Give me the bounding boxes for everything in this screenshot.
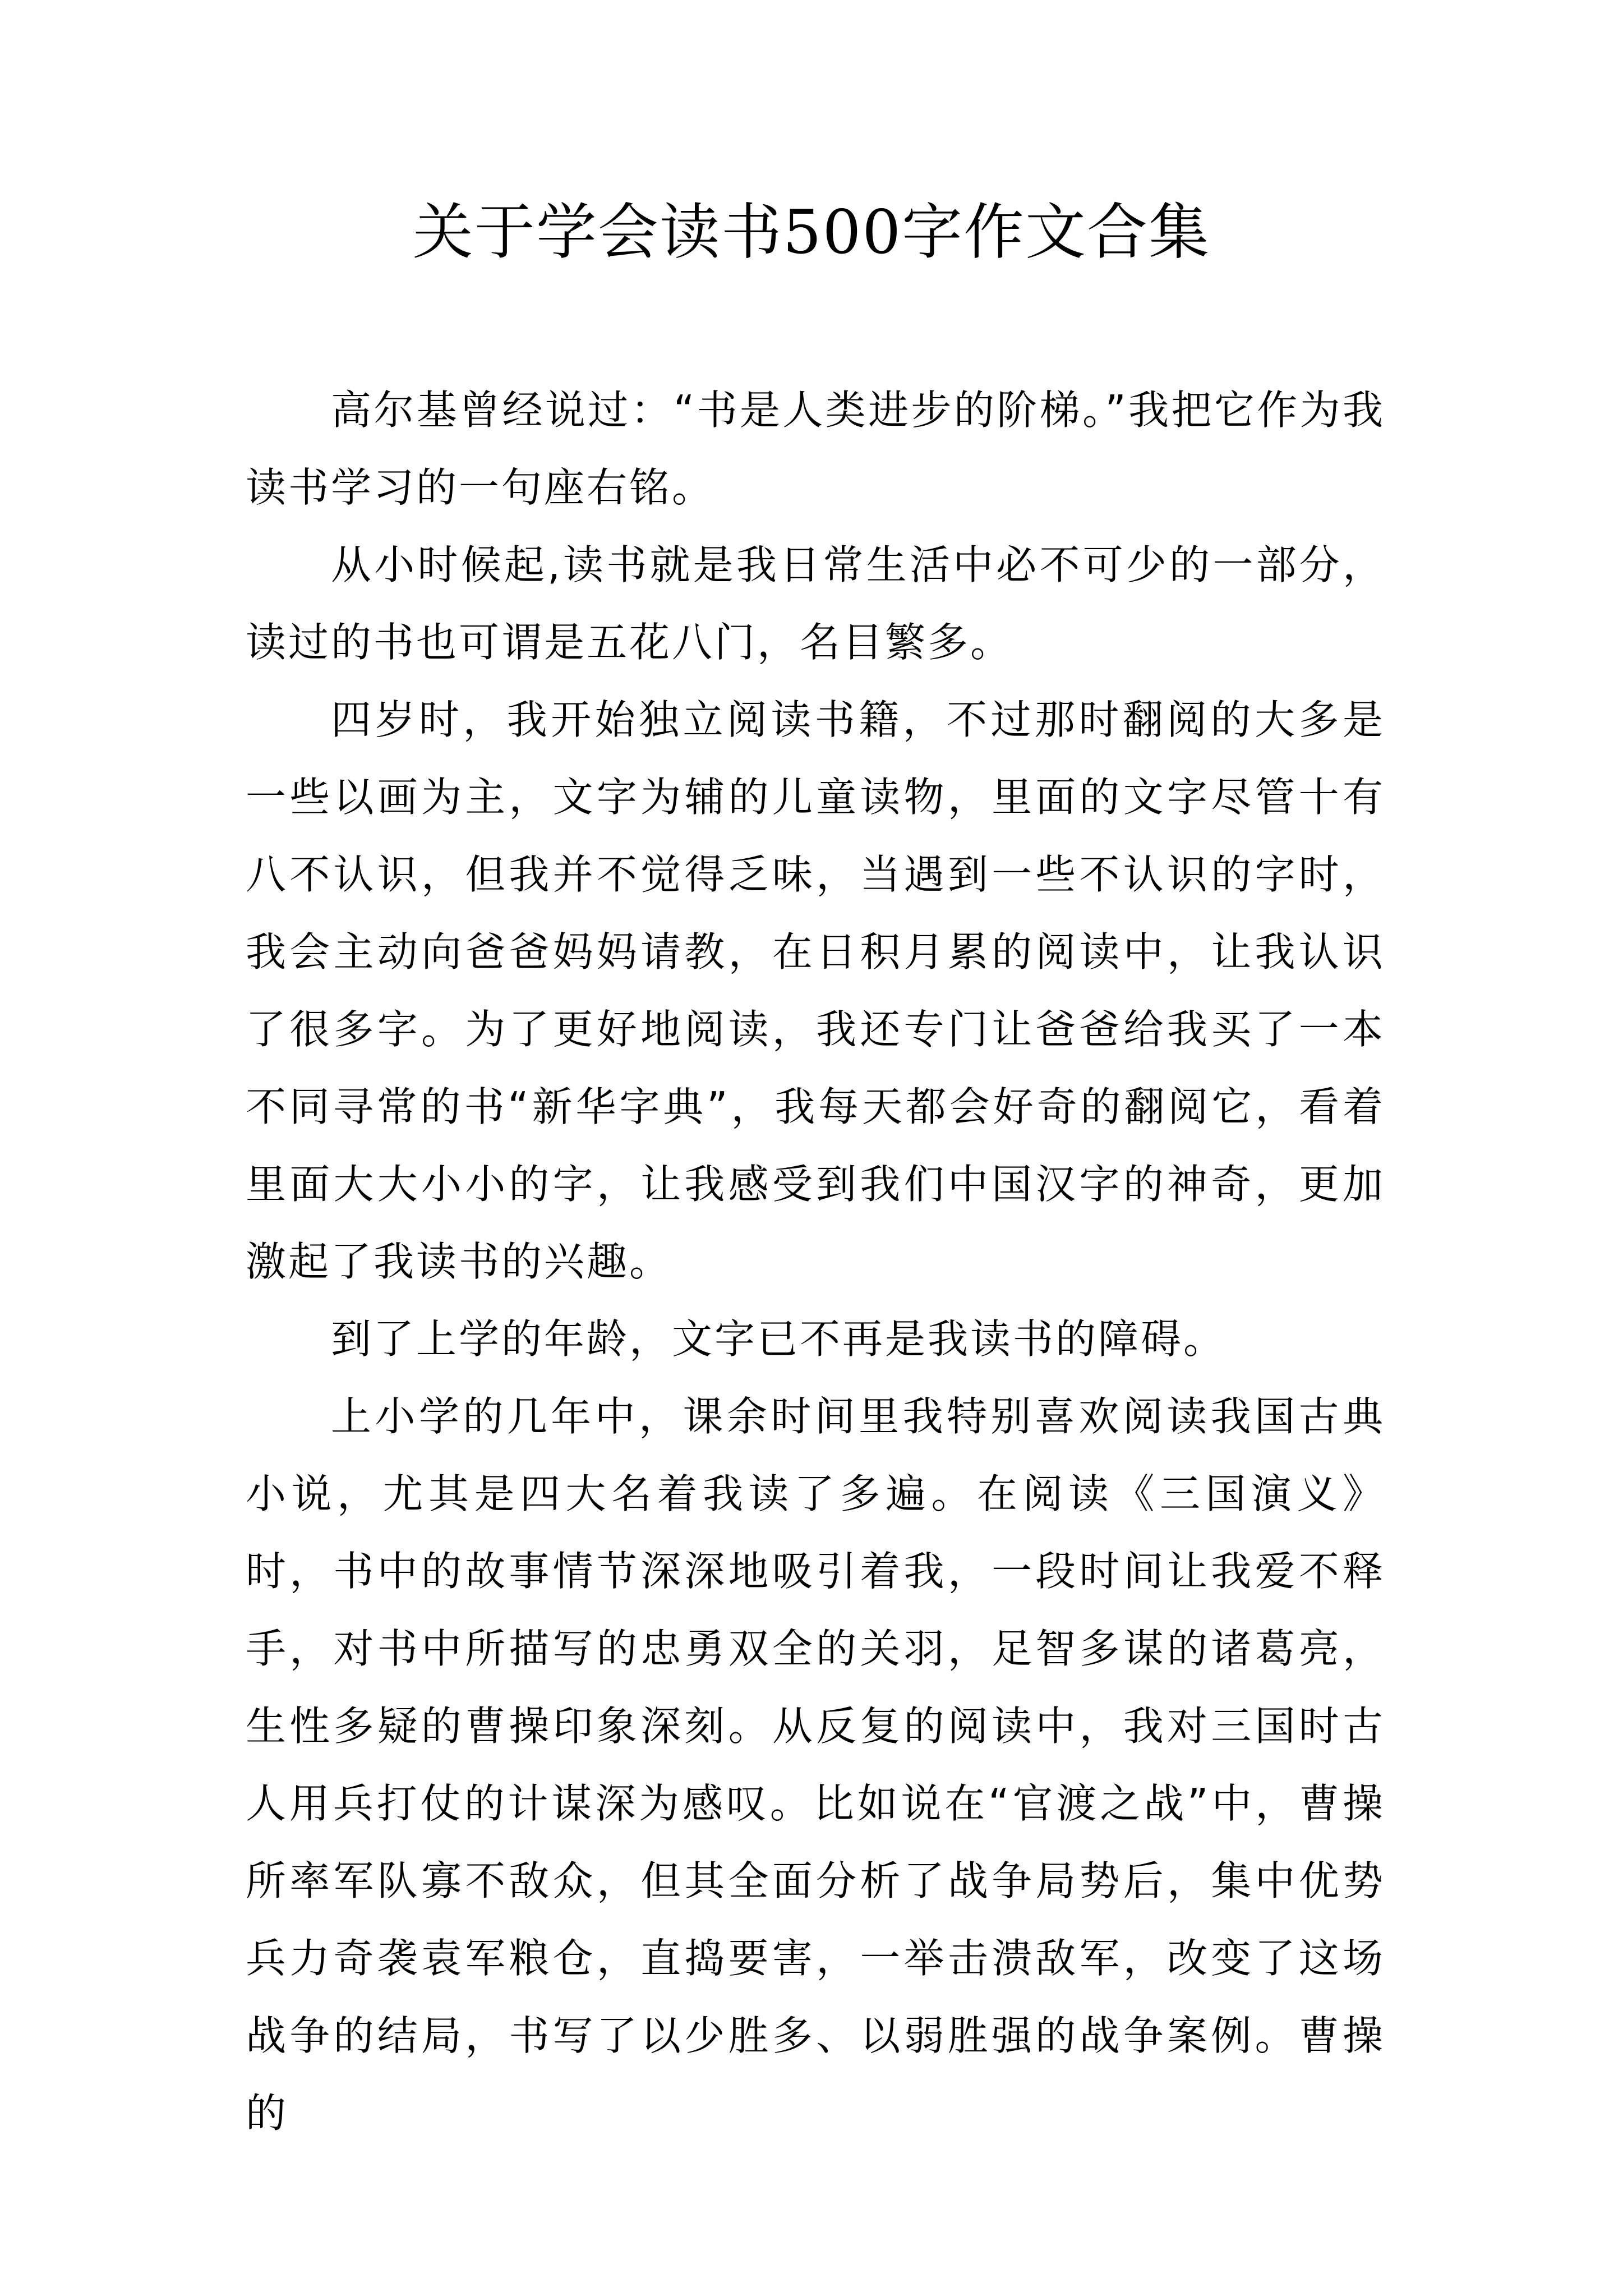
paragraph: 到了上学的年龄，文字已不再是我读书的障碍。 bbox=[331, 1315, 1227, 1363]
document-body bbox=[246, 371, 1385, 2152]
paragraph: 四岁时，我开始独立阅读书籍，不过那时翻阅的大多是一些以画为主，文字为辅的儿童读物，里面的文字尽管十有八不认识，但我并不觉得乏味，当遇到一些不认识的字时，我会主动向爸爸妈妈请教，在日积月累的阅读中，让我认识了很多字。为了更好地阅读，我还专门让爸爸给我买了一本不同寻常的书“新华字典”，我每天都会好奇的翻阅它，看着里面大大小小的字，让我感受到我们中国汉字的神奇，更加激起了我读书的兴趣。 bbox=[246, 696, 1385, 1285]
paragraph: 上小学的几年中，课余时间里我特别喜欢阅读我国古典小说，尤其是四大名着我读了多遍。在阅读《三国演义》时，书中的故事情节深深地吸引着我，一段时间让我爱不释手，对书中所描写的忠勇双全的关羽，足智多谋的诸葛亮，生性多疑的曹操印象深刻。从反复的阅读中，我对三国时古人用兵打仗的计谋深为感叹。比如说在“官渡之战”中，曹操所率军队寡不敌众，但其全面分析了战争局势后，集中优势兵力奇袭袁军粮仓，直捣要害，一举击溃敌军，改变了这场战争的结局，书写了以少胜多、以弱胜强的战争案例。曹操的 bbox=[246, 1393, 1385, 2137]
paragraph: 从小时候起,读书就是我日常生活中必不可少的一部分，读过的书也可谓是五花八门，名目繁多。 bbox=[246, 541, 1385, 666]
paragraph: 高尔基曾经说过：“书是人类进步的阶梯。”我把它作为我读书学习的一句座右铭。 bbox=[246, 386, 1385, 511]
document-title: 关于学会读书500字作文合集 bbox=[412, 197, 1211, 268]
